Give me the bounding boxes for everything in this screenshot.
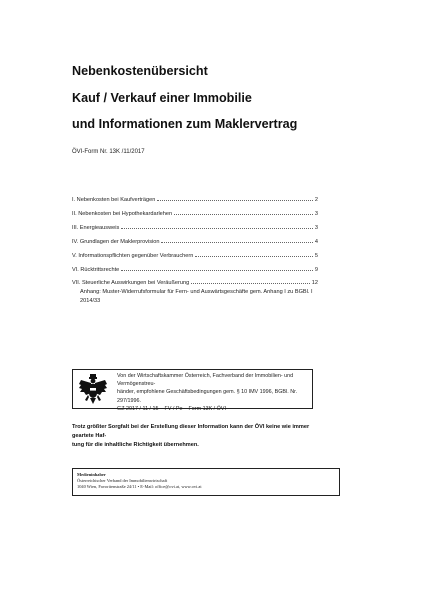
toc-leader bbox=[161, 236, 312, 243]
title-line-2: Kauf / Verkauf einer Immobilie bbox=[72, 91, 252, 105]
toc-page-number: 3 bbox=[314, 211, 318, 217]
toc-label: VI. Rücktrittsrechte bbox=[72, 267, 120, 273]
annex-note: Anhang: Muster-Widerrufsformular für Fern- und Auswärtsgeschäfte gem. Anhang I zu BGBl. I 2014/33 bbox=[80, 289, 313, 304]
toc-leader bbox=[191, 277, 310, 284]
impressum-line: 1040 Wien, Favoritenstraße 24/11 • E-Mail: office@ovi.at, www.ovi.at bbox=[77, 484, 202, 490]
approval-line: Von der Wirtschaftskammer Österreich, Fachverband der Immobilien- und Vermögenstreu- bbox=[117, 373, 294, 388]
title-line-1: Nebenkostenübersicht bbox=[72, 64, 208, 78]
toc-leader bbox=[157, 194, 313, 201]
approval-line: GZ 2017 / 11 / 15 – FV / Pe – Form 13K / ÖVI bbox=[117, 405, 226, 412]
toc-item[interactable] bbox=[72, 250, 318, 259]
impressum-heading: Medieninhaber bbox=[77, 472, 106, 477]
title-line-3: und Informationen zum Maklervertrag bbox=[72, 117, 298, 131]
toc-label: IV. Grundlagen der Maklerprovision bbox=[72, 239, 160, 245]
toc-item[interactable] bbox=[72, 222, 318, 231]
toc-item[interactable] bbox=[72, 194, 318, 203]
toc-item[interactable] bbox=[72, 236, 318, 245]
toc-leader bbox=[121, 264, 313, 271]
toc-item[interactable] bbox=[72, 277, 318, 286]
toc-leader bbox=[121, 222, 313, 229]
toc-page-number: 9 bbox=[314, 267, 318, 273]
austrian-eagle-icon bbox=[78, 373, 108, 407]
toc-page-number: 3 bbox=[314, 225, 318, 231]
disclaimer-line: tung für die inhaltliche Richtigkeit übernehmen. bbox=[72, 442, 199, 448]
disclaimer-line: Trotz größter Sorgfalt bei der Erstellung dieser Information kann der ÖVI keine wie immer geartete Haf- bbox=[72, 424, 310, 439]
impressum-box bbox=[72, 468, 340, 496]
toc-leader bbox=[174, 208, 313, 215]
disclaimer bbox=[72, 423, 322, 450]
form-number: ÖVI-Form Nr. 13K /11/2017 bbox=[72, 149, 145, 155]
toc-leader bbox=[195, 250, 312, 257]
toc-page-number: 2 bbox=[314, 197, 318, 203]
toc-item[interactable] bbox=[72, 264, 318, 273]
toc-item[interactable] bbox=[72, 208, 318, 217]
toc-page-number: 12 bbox=[311, 280, 318, 286]
approval-box bbox=[72, 369, 313, 412]
toc-page-number: 5 bbox=[314, 253, 318, 259]
approval-line: händer, empfohlene Geschäftsbedingungen gem. § 10 IMV 1996, BGBl. Nr. 297/1996. bbox=[117, 389, 298, 404]
approval-text bbox=[117, 372, 311, 413]
impressum-line: Österreichischer Verband der Immobilienwirtschaft bbox=[77, 478, 168, 484]
toc-label: III. Energieausweis bbox=[72, 225, 120, 231]
toc-label: VII. Steuerliche Auswirkungen bei Veräußerung bbox=[72, 280, 190, 286]
toc-page-number: 4 bbox=[314, 239, 318, 245]
toc-label: I. Nebenkosten bei Kaufverträgen bbox=[72, 197, 156, 203]
toc-label: V. Informationspflichten gegenüber Verbrauchern bbox=[72, 253, 194, 259]
toc-label: II. Nebenkosten bei Hypothekardarlehen bbox=[72, 211, 173, 217]
